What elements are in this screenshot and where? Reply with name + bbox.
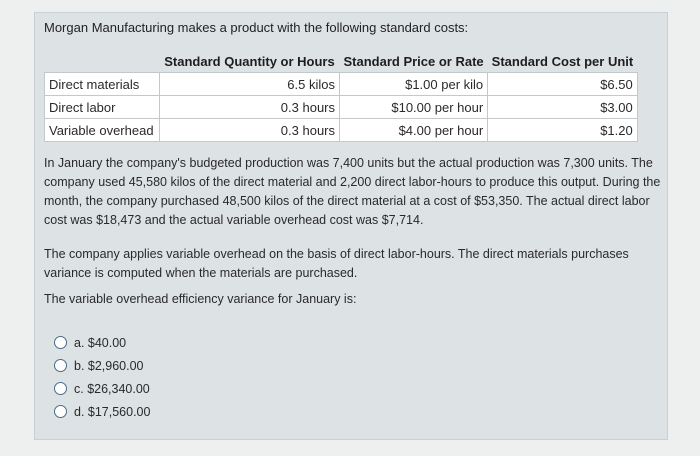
question-prompt: The variable overhead efficiency variance for January is:	[44, 292, 357, 306]
radio-button-icon[interactable]	[54, 405, 67, 418]
row-price: $4.00 per hour	[340, 119, 488, 142]
option-label: d. $17,560.00	[74, 404, 151, 419]
header-blank-cell	[45, 50, 160, 73]
header-standard-quantity: Standard Quantity or Hours	[164, 53, 335, 69]
row-quantity: 0.3 hours	[160, 119, 340, 142]
row-cost: $1.20	[488, 119, 638, 142]
option-label: c. $26,340.00	[74, 381, 150, 396]
row-quantity: 0.3 hours	[160, 96, 340, 119]
row-label: Direct labor	[45, 96, 160, 119]
intro-text: Morgan Manufacturing makes a product with the following standard costs:	[44, 20, 469, 35]
row-cost: $6.50	[488, 73, 638, 96]
standard-costs-table	[44, 50, 638, 142]
row-label: Direct materials	[45, 73, 160, 96]
answer-options	[54, 331, 150, 423]
answer-option-b[interactable]	[54, 354, 150, 377]
row-quantity: 6.5 kilos	[160, 73, 340, 96]
row-price: $10.00 per hour	[340, 96, 488, 119]
radio-button-icon[interactable]	[54, 382, 67, 395]
table-row	[45, 73, 638, 96]
radio-button-icon[interactable]	[54, 336, 67, 349]
overhead-basis-paragraph: The company applies variable overhead on the basis of direct labor-hours. The direct materials purchases variance is computed when the materials are purchased.	[44, 247, 629, 280]
answer-option-d[interactable]	[54, 400, 150, 423]
table-header-row	[45, 50, 638, 73]
table-row	[45, 119, 638, 142]
row-price: $1.00 per kilo	[340, 73, 488, 96]
option-label: a. $40.00	[74, 335, 127, 350]
answer-option-c[interactable]	[54, 377, 150, 400]
scenario-paragraph: In January the company's budgeted production was 7,400 units but the actual production was 7,300 units. The company used 45,580 kilos of the direct material and 2,200 direct labor-hours to produce this output. During the month, the company purchased 48,500 kilos of the direct material at a cost of $53,350. The actual direct labor cost was $18,473 and the actual variable overhead cost was $7,714.	[44, 156, 661, 227]
answer-option-a[interactable]	[54, 331, 150, 354]
radio-button-icon[interactable]	[54, 359, 67, 372]
row-cost: $3.00	[488, 96, 638, 119]
header-standard-price: Standard Price or Rate	[343, 53, 484, 69]
table-row	[45, 96, 638, 119]
row-label: Variable overhead	[45, 119, 160, 142]
header-standard-cost: Standard Cost per Unit	[491, 53, 634, 69]
option-label: b. $2,960.00	[74, 358, 144, 373]
